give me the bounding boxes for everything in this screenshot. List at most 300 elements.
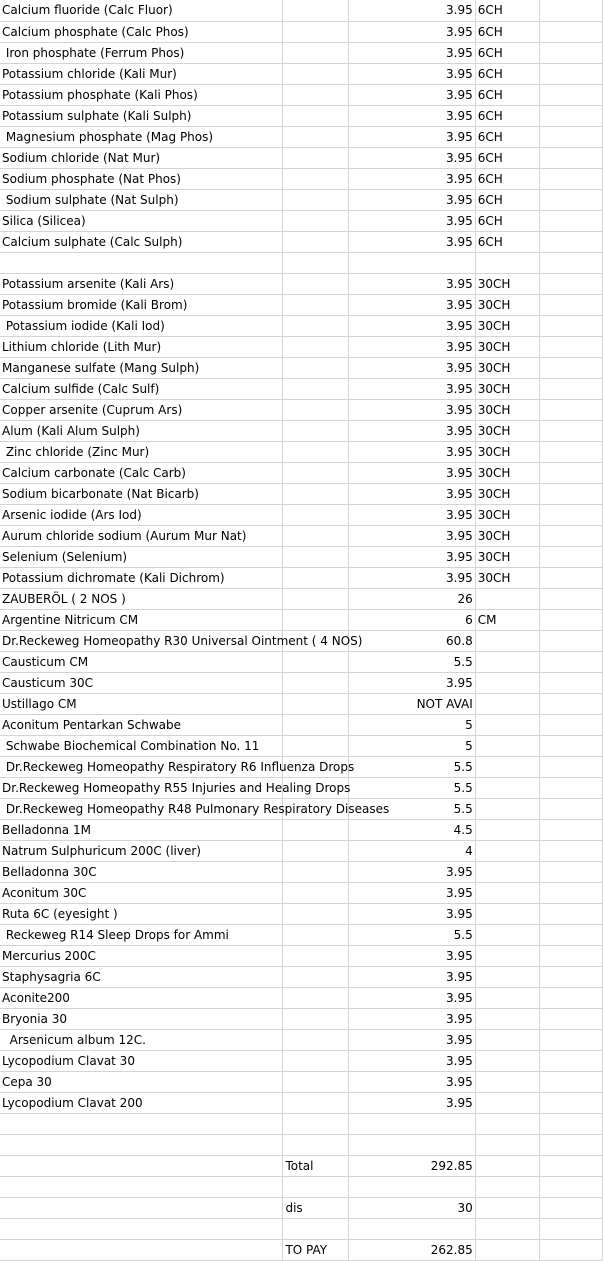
cell-summary-label[interactable]: [283, 967, 348, 988]
cell-potency[interactable]: [475, 736, 539, 757]
cell-empty[interactable]: [539, 568, 602, 589]
cell-empty[interactable]: [539, 295, 602, 316]
cell-price[interactable]: [348, 631, 475, 652]
cell-item-name[interactable]: [0, 652, 283, 673]
cell-summary-label[interactable]: [283, 169, 348, 190]
cell-item-name[interactable]: [0, 358, 283, 379]
cell-item-name[interactable]: [0, 799, 390, 820]
cell-item-name[interactable]: [0, 232, 283, 253]
cell-potency[interactable]: [475, 43, 539, 64]
cell-item-name[interactable]: [0, 967, 283, 988]
cell-item-name[interactable]: [0, 778, 351, 799]
cell-summary-label[interactable]: [283, 1177, 348, 1198]
cell-potency[interactable]: [475, 988, 539, 1009]
cell-price[interactable]: [348, 925, 475, 946]
cell-price[interactable]: [348, 946, 475, 967]
cell-potency[interactable]: [475, 946, 539, 967]
cell-empty[interactable]: [539, 799, 602, 820]
cell-potency[interactable]: [475, 148, 539, 169]
cell-empty[interactable]: [539, 211, 602, 232]
cell-item-name[interactable]: [0, 1030, 283, 1051]
cell-empty[interactable]: [539, 379, 602, 400]
cell-price[interactable]: [348, 757, 475, 778]
cell-item-name[interactable]: [0, 484, 283, 505]
table-row: [0, 1240, 603, 1261]
cell-potency[interactable]: [475, 862, 539, 883]
cell-item-name[interactable]: [0, 253, 283, 274]
cell-potency[interactable]: [475, 295, 539, 316]
cell-empty[interactable]: [539, 1093, 602, 1114]
cell-price-text: 3.95: [446, 465, 473, 480]
cell-summary-label[interactable]: [283, 379, 348, 400]
cell-summary-label[interactable]: [283, 1114, 348, 1135]
cell-summary-label[interactable]: [283, 253, 348, 274]
cell-item-name[interactable]: [0, 1051, 283, 1072]
cell-item-name[interactable]: [0, 841, 283, 862]
cell-summary-label[interactable]: [283, 1156, 348, 1177]
cell-price[interactable]: [348, 43, 475, 64]
cell-item-name[interactable]: [0, 736, 283, 757]
cell-empty[interactable]: [539, 526, 602, 547]
cell-summary-label[interactable]: [283, 190, 348, 211]
cell-price-text: 4: [465, 843, 473, 858]
table-row: [0, 463, 603, 484]
cell-summary-label[interactable]: [283, 1009, 348, 1030]
cell-potency[interactable]: [475, 253, 539, 274]
cell-item-name[interactable]: [0, 1009, 283, 1030]
cell-potency[interactable]: [475, 463, 539, 484]
cell-price[interactable]: [348, 736, 475, 757]
cell-summary-label[interactable]: [283, 358, 348, 379]
cell-item-name[interactable]: [0, 505, 283, 526]
cell-item-name[interactable]: [0, 862, 283, 883]
cell-price[interactable]: [348, 988, 475, 1009]
cell-item-name[interactable]: [0, 631, 363, 652]
cell-potency[interactable]: [475, 1030, 539, 1051]
cell-item-name[interactable]: [0, 211, 283, 232]
cell-summary-label[interactable]: [283, 652, 348, 673]
cell-potency[interactable]: [475, 22, 539, 43]
cell-summary-label[interactable]: [283, 736, 348, 757]
cell-potency[interactable]: [475, 904, 539, 925]
cell-item-name[interactable]: [0, 1135, 283, 1156]
cell-summary-label[interactable]: [283, 1051, 348, 1072]
cell-item-name[interactable]: [0, 1093, 283, 1114]
cell-potency[interactable]: [475, 64, 539, 85]
cell-empty[interactable]: [539, 463, 602, 484]
cell-potency[interactable]: [475, 1051, 539, 1072]
cell-price[interactable]: [348, 442, 475, 463]
cell-potency[interactable]: [475, 1156, 539, 1177]
cell-potency[interactable]: [475, 673, 539, 694]
cell-price[interactable]: [348, 232, 475, 253]
cell-empty[interactable]: [539, 967, 602, 988]
cell-potency[interactable]: [475, 631, 539, 652]
cell-price-text: 5: [465, 738, 473, 753]
cell-potency[interactable]: [475, 715, 539, 736]
cell-potency[interactable]: [475, 1009, 539, 1030]
cell-item-name[interactable]: [0, 190, 283, 211]
cell-empty[interactable]: [539, 1072, 602, 1093]
cell-price[interactable]: [348, 148, 475, 169]
cell-item-name[interactable]: [0, 400, 283, 421]
cell-summary-label[interactable]: [283, 127, 348, 148]
cell-empty[interactable]: [539, 1156, 602, 1177]
cell-empty[interactable]: [539, 715, 602, 736]
cell-empty[interactable]: [539, 22, 602, 43]
cell-summary-label[interactable]: [283, 1240, 348, 1261]
cell-empty[interactable]: [539, 610, 602, 631]
cell-potency[interactable]: [475, 379, 539, 400]
cell-price[interactable]: [348, 85, 475, 106]
cell-summary-label[interactable]: [283, 232, 348, 253]
cell-item-name[interactable]: [0, 547, 283, 568]
cell-potency[interactable]: [475, 484, 539, 505]
cell-empty[interactable]: [539, 148, 602, 169]
cell-summary-label[interactable]: [283, 610, 348, 631]
cell-price[interactable]: [348, 127, 475, 148]
cell-potency[interactable]: [475, 1135, 539, 1156]
cell-empty[interactable]: [539, 316, 602, 337]
cell-summary-label[interactable]: [283, 22, 348, 43]
cell-item-name[interactable]: [0, 526, 283, 547]
cell-potency[interactable]: [475, 106, 539, 127]
cell-item-name[interactable]: [0, 757, 355, 778]
cell-item-name[interactable]: [0, 85, 283, 106]
cell-summary-label[interactable]: [283, 1135, 348, 1156]
cell-empty[interactable]: [539, 1177, 602, 1198]
cell-potency[interactable]: [475, 442, 539, 463]
cell-price[interactable]: [348, 1177, 475, 1198]
cell-potency[interactable]: [475, 652, 539, 673]
cell-price[interactable]: [348, 1219, 475, 1240]
cell-empty[interactable]: [539, 631, 602, 652]
cell-potency[interactable]: [475, 1072, 539, 1093]
cell-price[interactable]: [348, 64, 475, 85]
cell-potency[interactable]: [475, 694, 539, 715]
cell-price[interactable]: [348, 337, 475, 358]
cell-summary-label[interactable]: [283, 694, 348, 715]
cell-empty[interactable]: [539, 547, 602, 568]
cell-empty[interactable]: [539, 1030, 602, 1051]
cell-item-name[interactable]: [0, 379, 283, 400]
cell-price[interactable]: [348, 169, 475, 190]
cell-empty[interactable]: [539, 421, 602, 442]
cell-summary-label[interactable]: [283, 925, 348, 946]
cell-item-name[interactable]: [0, 925, 283, 946]
cell-potency[interactable]: [475, 967, 539, 988]
cell-price[interactable]: [348, 0, 475, 22]
cell-price[interactable]: [348, 673, 475, 694]
cell-summary-label[interactable]: [283, 568, 348, 589]
cell-summary-label[interactable]: [283, 547, 348, 568]
cell-potency[interactable]: [475, 358, 539, 379]
cell-potency[interactable]: [475, 925, 539, 946]
cell-price[interactable]: [348, 274, 475, 295]
cell-summary-label[interactable]: [283, 421, 348, 442]
cell-empty[interactable]: [539, 190, 602, 211]
cell-price-text: 3.95: [446, 444, 473, 459]
cell-item-name[interactable]: [0, 1177, 283, 1198]
cell-empty[interactable]: [539, 1219, 602, 1240]
cell-potency[interactable]: [475, 400, 539, 421]
cell-potency[interactable]: [475, 232, 539, 253]
cell-summary-label[interactable]: [283, 526, 348, 547]
cell-summary-label[interactable]: [283, 85, 348, 106]
cell-empty[interactable]: [539, 0, 602, 22]
cell-price[interactable]: [348, 316, 475, 337]
cell-item-name[interactable]: [0, 904, 283, 925]
cell-empty[interactable]: [539, 862, 602, 883]
cell-empty[interactable]: [539, 505, 602, 526]
cell-empty[interactable]: [539, 169, 602, 190]
cell-potency[interactable]: [475, 883, 539, 904]
cell-potency[interactable]: [475, 337, 539, 358]
cell-potency[interactable]: [475, 1240, 539, 1261]
cell-item-name[interactable]: [0, 610, 283, 631]
cell-price[interactable]: [348, 358, 475, 379]
cell-price[interactable]: [348, 253, 475, 274]
cell-potency[interactable]: [475, 841, 539, 862]
cell-potency[interactable]: [475, 421, 539, 442]
cell-price[interactable]: [348, 568, 475, 589]
cell-price[interactable]: [348, 652, 475, 673]
cell-empty[interactable]: [539, 778, 602, 799]
cell-empty[interactable]: [539, 127, 602, 148]
cell-potency[interactable]: [475, 799, 539, 820]
cell-empty[interactable]: [539, 43, 602, 64]
cell-price[interactable]: [348, 904, 475, 925]
cell-potency[interactable]: [475, 610, 539, 631]
cell-price[interactable]: [348, 694, 475, 715]
cell-empty[interactable]: [539, 946, 602, 967]
cell-price[interactable]: [348, 379, 475, 400]
cell-price[interactable]: [348, 1240, 475, 1261]
cell-empty[interactable]: [539, 253, 602, 274]
cell-item-name[interactable]: [0, 988, 283, 1009]
cell-potency[interactable]: [475, 505, 539, 526]
cell-empty[interactable]: [539, 64, 602, 85]
cell-summary-label[interactable]: [283, 988, 348, 1009]
cell-item-name[interactable]: [0, 1114, 283, 1135]
cell-item-name[interactable]: [0, 421, 283, 442]
cell-empty[interactable]: [539, 820, 602, 841]
cell-item-name[interactable]: [0, 295, 283, 316]
cell-summary-label[interactable]: [283, 715, 348, 736]
cell-price[interactable]: [348, 1114, 475, 1135]
cell-price[interactable]: [348, 1051, 475, 1072]
cell-summary-label[interactable]: [283, 463, 348, 484]
cell-price[interactable]: [348, 505, 475, 526]
cell-empty[interactable]: [539, 106, 602, 127]
cell-empty[interactable]: [539, 1135, 602, 1156]
cell-summary-label[interactable]: [283, 1072, 348, 1093]
cell-price[interactable]: [348, 190, 475, 211]
cell-empty[interactable]: [539, 1114, 602, 1135]
cell-empty[interactable]: [539, 736, 602, 757]
cell-empty[interactable]: [539, 757, 602, 778]
cell-price[interactable]: [348, 400, 475, 421]
cell-empty[interactable]: [539, 988, 602, 1009]
cell-summary-label[interactable]: [283, 820, 348, 841]
cell-item-name[interactable]: [0, 0, 283, 22]
cell-summary-label[interactable]: [283, 64, 348, 85]
cell-potency[interactable]: [475, 757, 539, 778]
cell-item-name[interactable]: [0, 1240, 283, 1261]
cell-item-name[interactable]: [0, 463, 283, 484]
cell-price[interactable]: [348, 463, 475, 484]
cell-price[interactable]: [348, 211, 475, 232]
cell-item-name[interactable]: [0, 1219, 283, 1240]
cell-summary-label[interactable]: [283, 904, 348, 925]
cell-price[interactable]: [348, 1072, 475, 1093]
cell-empty[interactable]: [539, 358, 602, 379]
cell-price[interactable]: [348, 862, 475, 883]
cell-price[interactable]: [348, 1135, 475, 1156]
cell-item-name[interactable]: [0, 715, 283, 736]
cell-price-text: 5.5: [453, 759, 473, 774]
cell-potency[interactable]: [475, 1177, 539, 1198]
cell-summary-label[interactable]: [283, 442, 348, 463]
cell-price[interactable]: [348, 106, 475, 127]
cell-price[interactable]: [348, 547, 475, 568]
cell-empty[interactable]: [539, 904, 602, 925]
cell-potency-text: 30CH: [477, 402, 511, 417]
cell-item-name[interactable]: [0, 673, 283, 694]
cell-potency[interactable]: [475, 1219, 539, 1240]
cell-item-name[interactable]: [0, 568, 283, 589]
cell-summary-label[interactable]: [283, 505, 348, 526]
cell-empty[interactable]: [539, 1240, 602, 1261]
cell-empty[interactable]: [539, 1009, 602, 1030]
cell-item-name[interactable]: [0, 106, 283, 127]
cell-summary-label[interactable]: [283, 484, 348, 505]
cell-summary-label[interactable]: [283, 274, 348, 295]
cell-potency[interactable]: [475, 169, 539, 190]
cell-summary-label[interactable]: [283, 211, 348, 232]
cell-item-name[interactable]: [0, 169, 283, 190]
cell-summary-label[interactable]: [283, 1219, 348, 1240]
cell-item-name[interactable]: [0, 337, 283, 358]
cell-price[interactable]: [348, 820, 475, 841]
cell-summary-label[interactable]: [283, 43, 348, 64]
cell-summary-label[interactable]: [283, 883, 348, 904]
cell-potency[interactable]: [475, 316, 539, 337]
cell-price[interactable]: [348, 421, 475, 442]
cell-empty[interactable]: [539, 484, 602, 505]
cell-potency[interactable]: [475, 85, 539, 106]
cell-summary-label[interactable]: [283, 106, 348, 127]
cell-potency[interactable]: [475, 127, 539, 148]
cell-price[interactable]: [348, 715, 475, 736]
cell-potency[interactable]: [475, 1093, 539, 1114]
cell-item-name[interactable]: [0, 589, 283, 610]
cell-potency[interactable]: [475, 0, 539, 22]
cell-empty[interactable]: [539, 274, 602, 295]
cell-price[interactable]: [348, 295, 475, 316]
cell-potency[interactable]: [475, 526, 539, 547]
cell-empty[interactable]: [539, 337, 602, 358]
cell-item-name[interactable]: [0, 64, 283, 85]
cell-potency-text: 6CH: [477, 234, 503, 249]
cell-price[interactable]: [348, 1009, 475, 1030]
cell-price-text: 3.95: [446, 360, 473, 375]
cell-empty[interactable]: [539, 652, 602, 673]
cell-summary-label[interactable]: [283, 295, 348, 316]
cell-price[interactable]: [348, 967, 475, 988]
cell-potency[interactable]: [475, 778, 539, 799]
cell-summary-label[interactable]: [283, 589, 348, 610]
cell-potency[interactable]: [475, 274, 539, 295]
cell-potency[interactable]: [475, 589, 539, 610]
cell-summary-label[interactable]: [283, 1030, 348, 1051]
cell-summary-label[interactable]: [283, 841, 348, 862]
cell-price[interactable]: [348, 526, 475, 547]
cell-empty[interactable]: [539, 232, 602, 253]
cell-empty[interactable]: [539, 442, 602, 463]
cell-price[interactable]: [348, 883, 475, 904]
cell-item-name[interactable]: [0, 43, 283, 64]
cell-empty[interactable]: [539, 673, 602, 694]
cell-empty[interactable]: [539, 400, 602, 421]
cell-price[interactable]: [348, 589, 475, 610]
cell-empty[interactable]: [539, 841, 602, 862]
cell-summary-label[interactable]: [283, 148, 348, 169]
cell-summary-label[interactable]: [283, 337, 348, 358]
cell-item-name[interactable]: [0, 820, 283, 841]
cell-empty[interactable]: [539, 883, 602, 904]
cell-empty[interactable]: [539, 589, 602, 610]
cell-item-name[interactable]: [0, 442, 283, 463]
cell-item-name[interactable]: [0, 883, 283, 904]
cell-empty[interactable]: [539, 925, 602, 946]
cell-summary-label[interactable]: [283, 0, 348, 22]
cell-item-name[interactable]: [0, 1156, 283, 1177]
cell-summary-label[interactable]: [283, 316, 348, 337]
cell-price[interactable]: [348, 1030, 475, 1051]
cell-price[interactable]: [348, 778, 475, 799]
cell-empty[interactable]: [539, 694, 602, 715]
cell-item-name[interactable]: [0, 274, 283, 295]
cell-potency[interactable]: [475, 211, 539, 232]
cell-summary-label[interactable]: [283, 673, 348, 694]
cell-price[interactable]: [348, 484, 475, 505]
cell-price[interactable]: [348, 610, 475, 631]
cell-price[interactable]: [348, 1093, 475, 1114]
cell-price[interactable]: [348, 22, 475, 43]
cell-price[interactable]: [348, 1156, 475, 1177]
cell-item-name[interactable]: [0, 316, 283, 337]
cell-item-name[interactable]: [0, 694, 283, 715]
cell-summary-label[interactable]: [283, 1093, 348, 1114]
cell-price[interactable]: [348, 841, 475, 862]
cell-potency[interactable]: [475, 568, 539, 589]
cell-potency[interactable]: [475, 547, 539, 568]
cell-item-name[interactable]: [0, 127, 283, 148]
cell-empty[interactable]: [539, 1051, 602, 1072]
cell-summary-label[interactable]: [283, 946, 348, 967]
cell-summary-label[interactable]: [283, 400, 348, 421]
cell-item-name[interactable]: [0, 22, 283, 43]
cell-empty[interactable]: [539, 85, 602, 106]
cell-potency[interactable]: [475, 190, 539, 211]
cell-item-name[interactable]: [0, 946, 283, 967]
cell-potency[interactable]: [475, 1114, 539, 1135]
cell-item-name[interactable]: [0, 1072, 283, 1093]
cell-item-name[interactable]: [0, 148, 283, 169]
cell-potency[interactable]: [475, 820, 539, 841]
cell-summary-label[interactable]: [283, 862, 348, 883]
